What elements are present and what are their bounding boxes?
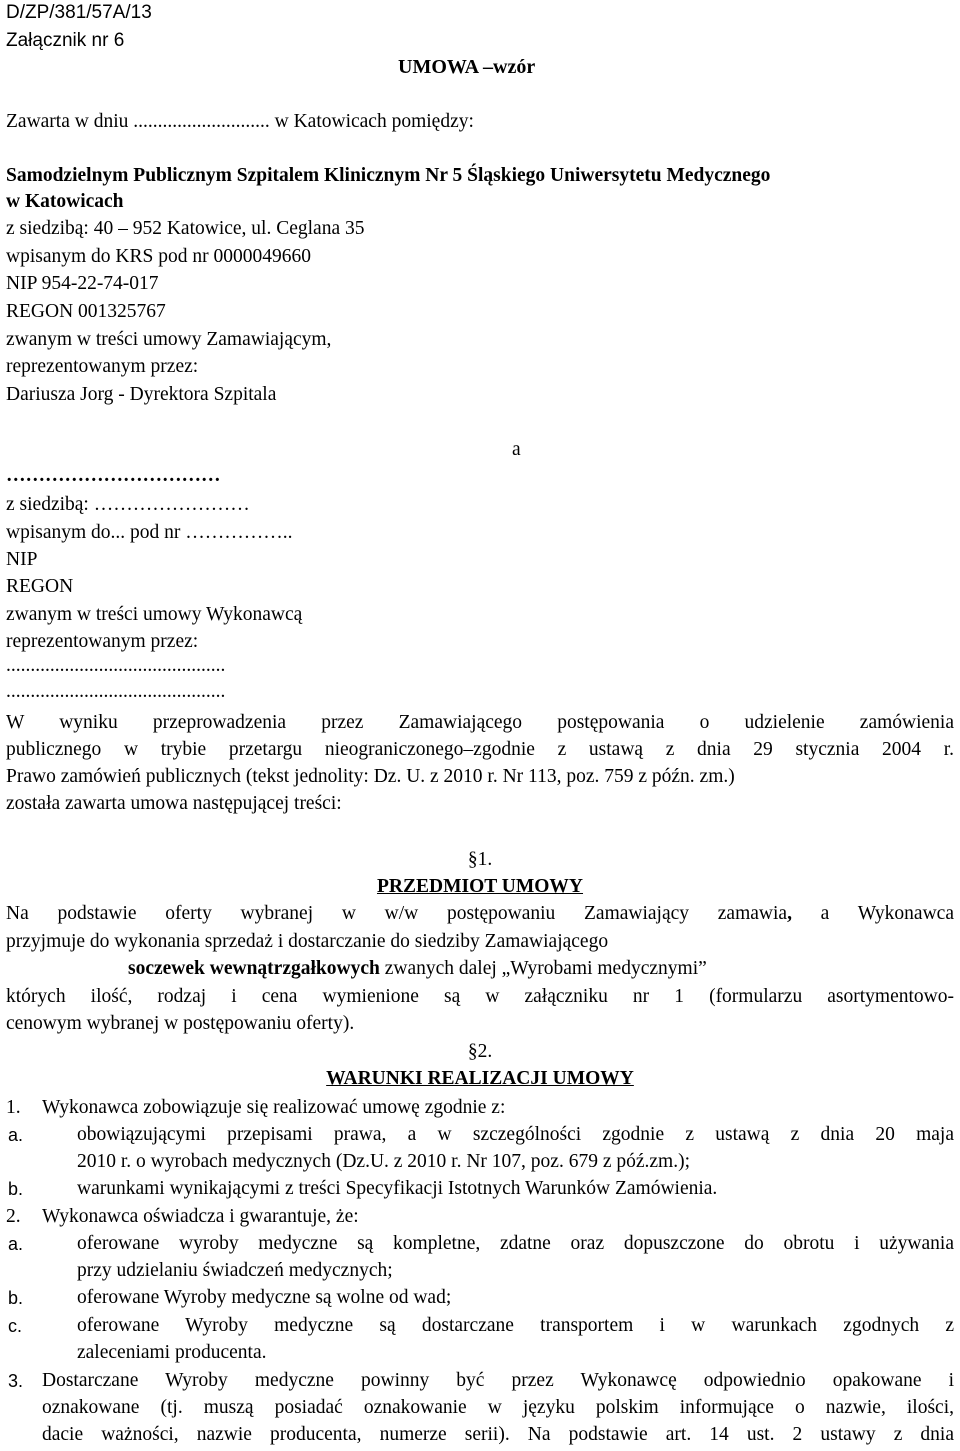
section1-line-4: których ilość, rodzaj i cena wymienione są w załączniku nr 1 (formularzu asortymentowo- bbox=[6, 986, 954, 1007]
section1-line-5: cenowym wybranej w postępowaniu oferty). bbox=[6, 1013, 355, 1034]
item-number: 3. bbox=[8, 1371, 24, 1391]
item-text-line: zaleceniami producenta. bbox=[77, 1342, 267, 1363]
item-text: Wykonawca zobowiązuje się realizować umowę zgodnie z: bbox=[42, 1097, 506, 1118]
party1-name-line2: w Katowicach bbox=[6, 191, 124, 212]
party2-nip: NIP bbox=[6, 549, 38, 570]
item-text-line: oznakowane (tj. muszą posiadać oznakowanie w języku polskim informujące o nazwie, ilości, bbox=[42, 1397, 954, 1418]
item-text-line: warunkami wynikającymi z treści Specyfikacji Istotnych Warunków Zamówienia. bbox=[77, 1178, 718, 1199]
party1-role: zwanym w treści umowy Zamawiającym, bbox=[6, 329, 332, 350]
item-text: Wykonawca oświadcza i gwarantuje, że: bbox=[42, 1206, 359, 1227]
preamble-line-2: publicznego w trybie przetargu nieograniczonego–zgodnie z ustawą z dnia 29 stycznia 2004 r. bbox=[6, 739, 954, 760]
party1-name-line1: Samodzielnym Publicznym Szpitalem Klinicznym Nr 5 Śląskiego Uniwersytetu Medycznego bbox=[6, 165, 771, 186]
item-text-line: 2010 r. o wyrobach medycznych (Dz.U. z 2010 r. Nr 107, poz. 679 z póź.zm.); bbox=[77, 1151, 691, 1172]
item-number: 1. bbox=[6, 1097, 21, 1118]
section2-heading: WARUNKI REALIZACJI UMOWY bbox=[326, 1068, 634, 1089]
section1-line-3: soczewek wewnątrzgałkowych zwanych dalej „Wyrobami medycznymi” bbox=[128, 958, 707, 979]
item-letter: b. bbox=[8, 1288, 24, 1308]
connector-a: a bbox=[512, 439, 521, 460]
party2-address: z siedzibą: …………………… bbox=[6, 494, 250, 515]
party1-address: z siedzibą: 40 – 952 Katowice, ul. Ceglana 35 bbox=[6, 218, 365, 239]
section1-heading: PRZEDMIOT UMOWY bbox=[376, 876, 584, 897]
item-letter: a. bbox=[8, 1125, 24, 1145]
section1-line-1: Na podstawie oferty wybranej w w/w postępowaniu Zamawiający zamawia, a Wykonawca bbox=[6, 903, 954, 924]
document-reference: D/ZP/381/57A/13 bbox=[6, 2, 152, 23]
preamble-line-4: została zawarta umowa następującej treści: bbox=[6, 793, 342, 814]
preamble-line-3: Prawo zamówień publicznych (tekst jednolity: Dz. U. z 2010 r. Nr 113, poz. 759 z późn. zm.) bbox=[6, 766, 735, 787]
item-text-line: przy udzielaniu świadczeń medycznych; bbox=[77, 1260, 393, 1281]
document-title: UMOWA –wzór bbox=[398, 56, 536, 78]
party1-nip: NIP 954-22-74-017 bbox=[6, 273, 159, 294]
item-letter: c. bbox=[8, 1316, 23, 1336]
party2-krs: wpisanym do... pod nr …………….. bbox=[6, 522, 293, 543]
party2-name-placeholder: …………………………… bbox=[6, 465, 221, 486]
party1-rep-label: reprezentowanym przez: bbox=[6, 356, 199, 377]
party2-rep-label: reprezentowanym przez: bbox=[6, 631, 199, 652]
section2-number: §2. bbox=[467, 1041, 493, 1062]
party2-rep-dots-1: ............................................. bbox=[6, 655, 226, 676]
item-text-line: obowiązującymi przepisami prawa, a w szczególności zgodnie z ustawą z dnia 20 maja bbox=[77, 1124, 954, 1145]
item-letter: b. bbox=[8, 1179, 24, 1199]
party2-rep-dots-2: ............................................. bbox=[6, 681, 226, 702]
party2-role: zwanym w treści umowy Wykonawcą bbox=[6, 604, 303, 625]
item-text-line: dacie ważności, nazwie producenta, numerze serii). Na podstawie art. 14 ust. 2 ustawy z dnia bbox=[42, 1424, 954, 1445]
party1-krs: wpisanym do KRS pod nr 0000049660 bbox=[6, 246, 311, 267]
intro-line: Zawarta w dniu ............................ w Katowicach pomiędzy: bbox=[6, 111, 474, 132]
item-text-line: oferowane wyroby medyczne są kompletne, zdatne oraz dopuszczone do obrotu i używania bbox=[77, 1233, 954, 1254]
item-letter: a. bbox=[8, 1234, 24, 1254]
item-text-line: Dostarczane Wyroby medyczne powinny być przez Wykonawcę odpowiednio opakowane i bbox=[42, 1370, 954, 1391]
annex-label: Załącznik nr 6 bbox=[6, 30, 125, 51]
section1-number: §1. bbox=[467, 849, 493, 870]
party2-regon: REGON bbox=[6, 576, 74, 597]
preamble-line-1: W wyniku przeprowadzenia przez Zamawiającego postępowania o udzielenie zamówienia bbox=[6, 712, 954, 733]
item-text-line: oferowane Wyroby medyczne są wolne od wad; bbox=[77, 1287, 452, 1308]
party1-regon: REGON 001325767 bbox=[6, 301, 166, 322]
item-text-line: oferowane Wyroby medyczne są dostarczane transportem i w warunkach zgodnych z bbox=[77, 1315, 954, 1336]
party1-representative: Dariusza Jorg - Dyrektora Szpitala bbox=[6, 384, 277, 405]
section1-line-2: przyjmuje do wykonania sprzedaż i dostarczanie do siedziby Zamawiającego bbox=[6, 931, 609, 952]
item-number: 2. bbox=[6, 1206, 21, 1227]
